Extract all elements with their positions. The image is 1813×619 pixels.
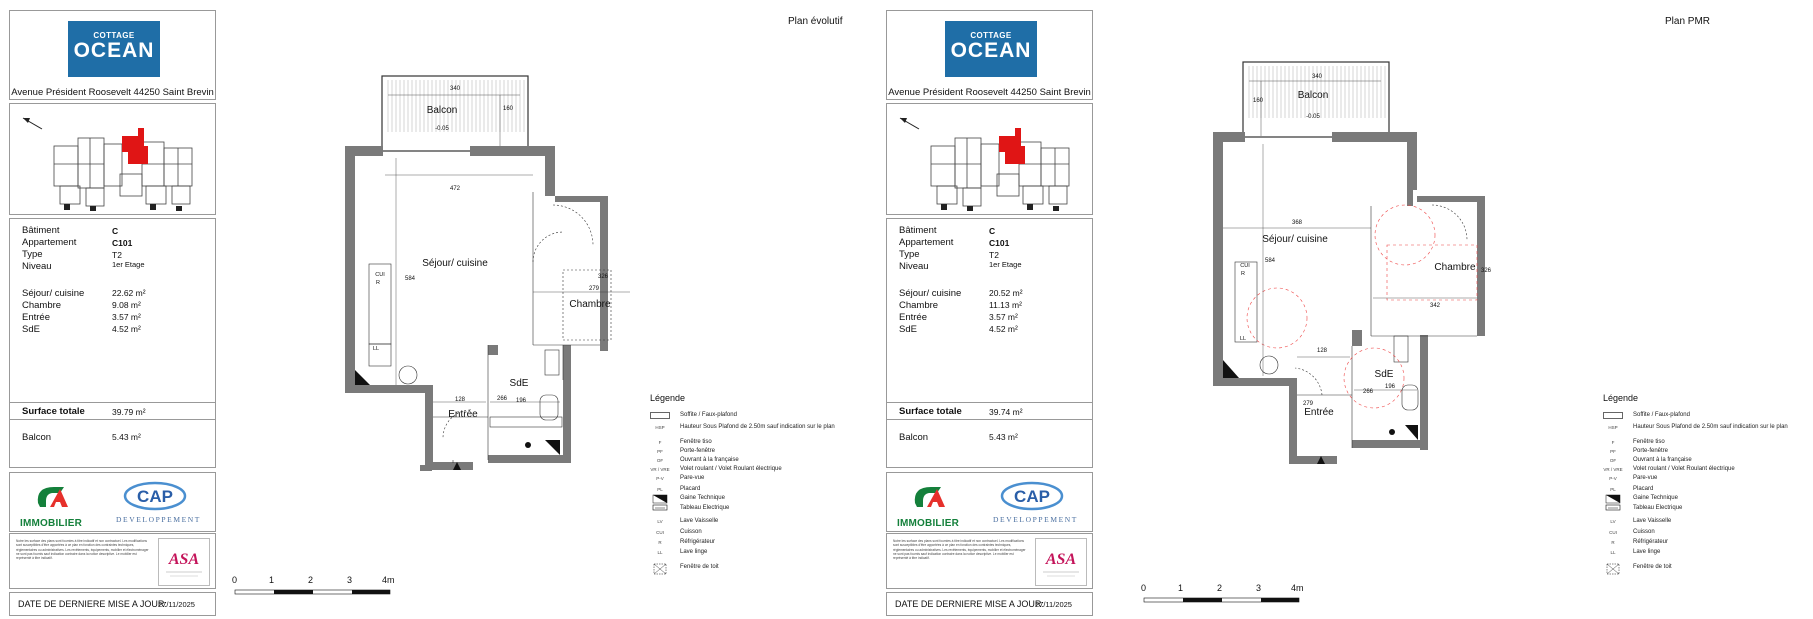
dim-chambre-width: 342 [1429, 303, 1441, 309]
logo-big-text: OCEAN [950, 39, 1032, 62]
label-appartement: Appartement [899, 237, 954, 248]
room-chambre-label: Chambre [899, 300, 939, 311]
cap-subtitle: DEVELOPPEMENT [993, 515, 1078, 524]
room-sde-area: 4.52 m² [112, 324, 141, 334]
partitions [369, 158, 630, 463]
legend-symbol: P-V [656, 476, 664, 481]
plan-label-chambre: Chambre [569, 299, 611, 310]
legend-text: Pare-vue [1633, 475, 1658, 481]
legend-title: Légende [650, 393, 686, 403]
legend-text: Porte-fenêtre [680, 448, 716, 454]
logo-small-text: COTTAGE [970, 31, 1012, 40]
date-value: 27/11/2025 [158, 600, 195, 609]
legend-text: Lave linge [1633, 549, 1661, 555]
legend-symbol: F [1611, 440, 1615, 445]
legend-symbol: CUI [656, 530, 664, 535]
scale-bar-evolutif [232, 575, 395, 599]
legend-item [650, 538, 860, 548]
legend-text: Gaine Technique [1633, 495, 1678, 501]
svg-text:ASA: ASA [168, 551, 200, 568]
legend-symbol [650, 494, 670, 504]
legend-text: Tableau Electrique [1633, 505, 1683, 511]
legend-symbol [1603, 563, 1623, 573]
legend-item [1603, 423, 1813, 433]
balcon-label: Balcon [899, 432, 929, 443]
legend-symbol [650, 412, 670, 419]
value-appartement: C101 [112, 238, 133, 248]
legend-item [1603, 517, 1813, 527]
plan-label-r: R [376, 280, 380, 286]
dim-balcon-height: 160 [1253, 98, 1264, 104]
legend-symbol: OF [656, 458, 664, 463]
scale-tick-4: 4m [1291, 583, 1304, 593]
legend-text: Hauteur Sous Plafond de 2.50m sauf indication sur le plan [1633, 424, 1788, 430]
dim-balcon-height: 160 [503, 106, 514, 112]
dim-chambre-width: 279 [589, 286, 600, 292]
legend-symbol [650, 504, 670, 514]
room-sde-label: SdE [22, 324, 40, 335]
plan-label-ll: LL [1239, 336, 1247, 342]
legend-item [650, 494, 860, 504]
dim-sde-width: 196 [1384, 384, 1396, 390]
scale-tick-0: 0 [232, 575, 238, 585]
legend-symbol: HSP [655, 425, 665, 430]
plan-label-chambre: Chambre [1434, 262, 1476, 273]
dim-sejour-height: 584 [1265, 258, 1276, 264]
value-type: T2 [112, 250, 122, 260]
scale-bar-pmr [1141, 583, 1304, 607]
plan-label-balcon: Balcon [426, 105, 458, 116]
legend-text: Soffite / Faux-plafond [1633, 412, 1690, 418]
value-niveau: 1er Etage [989, 260, 1022, 269]
legend-item [1603, 548, 1813, 558]
legend-symbol: P-V [1609, 476, 1617, 481]
legend-item [650, 423, 860, 433]
scale-tick-4: 4m [382, 575, 395, 585]
dim-sde-height: 266 [497, 396, 508, 402]
dim-entree-width: 128 [454, 397, 466, 403]
value-appartement: C101 [989, 238, 1010, 248]
dim-balcon-width: 340 [449, 86, 461, 92]
plan-title-evolutif: Plan évolutif [788, 16, 843, 27]
legend-text: Volet roulant / Volet Roulant électrique [1633, 466, 1735, 472]
room-sejour-label: Séjour/ cuisine [22, 288, 85, 299]
scale-tick-3: 3 [1256, 583, 1262, 593]
legend-text: Lave linge [680, 549, 708, 555]
balcon-label: Balcon [22, 432, 52, 443]
dim-chambre-height: 326 [598, 274, 609, 280]
room-sejour-label: Séjour/ cuisine [899, 288, 962, 299]
plan-label-balcon-level: -0.05 [435, 126, 449, 132]
dim-chambre-height: 326 [1481, 268, 1492, 274]
room-chambre-area: 9.08 m² [112, 300, 141, 310]
svg-text:CAP: CAP [1014, 487, 1050, 506]
value-batiment: C [989, 226, 996, 236]
dim-sde-height: 266 [1363, 389, 1374, 395]
legend-text: Placard [680, 486, 701, 492]
label-batiment: Bâtiment [22, 225, 60, 236]
date-value: 27/11/2025 [1035, 600, 1072, 609]
legend-item [1603, 504, 1813, 514]
partitions [1223, 144, 1477, 448]
value-niveau: 1er Etage [112, 260, 145, 269]
svg-text:ASA: ASA [1045, 551, 1077, 568]
legend-symbol: PF [657, 449, 663, 454]
plan-label-sejour: Séjour/ cuisine [1262, 234, 1328, 245]
label-appartement: Appartement [22, 237, 77, 248]
legend-item [650, 504, 860, 514]
plan-label-cui: CUI [375, 272, 385, 278]
legend-text: Lave Vaisselle [1633, 518, 1672, 524]
dim-balcon-width: 340 [1311, 74, 1323, 80]
legend-text: Pare-vue [680, 475, 705, 481]
logo-small-text: COTTAGE [93, 31, 135, 40]
disclaimer-text: Notre les surface des plans sont fournies à titre indicatif et non contractuel. Les modifications sont susceptibles d'être apportées à ce plan en fonction des contraintes techniques, réglementaires ou administratives. Les revêtements, équipements, mobilier et électroménager ne sont pas fournis sauf indication contraire dans la notice descriptive. Le mobilier est représenté à titre indicatif. [16, 539, 149, 561]
legend-item [1603, 474, 1813, 484]
ca-immobilier-text: IMMOBILIER [20, 518, 82, 529]
legend-text: Ouvrant à la française [1633, 457, 1692, 463]
legend-item [650, 548, 860, 558]
legend-item [650, 474, 860, 484]
legend-text: Lave Vaisselle [680, 518, 719, 524]
legend-text: Réfrigérateur [680, 539, 716, 545]
room-entree-label: Entrée [22, 312, 50, 323]
logo-big-text: OCEAN [73, 39, 155, 62]
legend-symbol: VR / VRE [1603, 467, 1623, 472]
legend-item [1603, 563, 1813, 573]
plan-label-sde: SdE [509, 378, 529, 389]
legend-symbol [650, 563, 670, 573]
legend-item [1603, 494, 1813, 504]
room-chambre-label: Chambre [22, 300, 62, 311]
legend-title: Légende [1603, 393, 1639, 403]
label-batiment: Bâtiment [899, 225, 937, 236]
dim-sde-width: 196 [515, 398, 527, 404]
legend-text: Volet roulant / Volet Roulant électrique [680, 466, 782, 472]
legend-text: Gaine Technique [680, 495, 725, 501]
scale-tick-2: 2 [1217, 583, 1223, 593]
legend-symbol: PL [657, 487, 663, 492]
legend-symbol: OF [1609, 458, 1617, 463]
legend-symbol: R [1611, 540, 1615, 545]
label-niveau: Niveau [22, 261, 52, 272]
cap-subtitle: DEVELOPPEMENT [116, 515, 201, 524]
legend-text: Fenêtre de toit [1633, 564, 1672, 570]
date-label: DATE DE DERNIERE MISE A JOUR: [18, 599, 167, 609]
legend-item [1603, 528, 1813, 538]
legend-text: Cuisson [1633, 529, 1655, 535]
legend-symbol: R [658, 540, 662, 545]
legend-symbol: LV [657, 519, 663, 524]
plan-title-pmr: Plan PMR [1665, 16, 1711, 27]
legend-text: Porte-fenêtre [1633, 448, 1669, 454]
legend-item [1603, 538, 1813, 548]
legend-symbol [1603, 412, 1623, 419]
value-type: T2 [989, 250, 999, 260]
value-batiment: C [112, 226, 119, 236]
dim-entree-width: 128 [1316, 348, 1328, 354]
legend-text: Soffite / Faux-plafond [680, 412, 737, 418]
scale-tick-3: 3 [347, 575, 353, 585]
scale-tick-1: 1 [269, 575, 275, 585]
legend-text: Tableau Electrique [680, 505, 730, 511]
room-entree-label: Entrée [899, 312, 927, 323]
legend-item [650, 517, 860, 527]
balcon-area: 5.43 m² [112, 432, 141, 442]
legend-text: Placard [1633, 486, 1654, 492]
label-type: Type [22, 249, 43, 260]
total-surface-area: 39.79 m² [112, 407, 146, 417]
plan-label-balcon-level: -0.05 [1306, 114, 1320, 120]
label-type: Type [899, 249, 920, 260]
legend-symbol [1603, 494, 1623, 504]
dim-sejour-width: 472 [449, 186, 461, 192]
legend-text: Fenêtre tiso [680, 439, 712, 445]
legend-symbol: PF [1610, 449, 1616, 454]
legend-text: Fenêtre tiso [1633, 439, 1665, 445]
room-sde-area: 4.52 m² [989, 324, 1018, 334]
legend-text: Fenêtre de toit [680, 564, 719, 570]
legend-text: Réfrigérateur [1633, 539, 1669, 545]
scale-tick-1: 1 [1178, 583, 1184, 593]
date-label: DATE DE DERNIERE MISE A JOUR: [895, 599, 1044, 609]
legend-symbol: LL [657, 550, 663, 555]
legend-symbol: LL [1610, 550, 1616, 555]
room-entree-area: 3.57 m² [989, 312, 1018, 322]
legend-symbol: HSP [1608, 425, 1618, 430]
label-niveau: Niveau [899, 261, 929, 272]
room-sde-label: SdE [899, 324, 917, 335]
room-sejour-area: 20.52 m² [989, 288, 1023, 298]
legend-text: Hauteur Sous Plafond de 2.50m sauf indication sur le plan [680, 424, 835, 430]
legend-item [650, 528, 860, 538]
legend-symbol [1603, 504, 1623, 514]
room-sejour-area: 22.62 m² [112, 288, 146, 298]
plan-label-cui: CUI [1240, 263, 1250, 269]
legend-item [650, 411, 860, 421]
legend-symbol: CUI [1609, 530, 1617, 535]
total-surface-label: Surface totale [22, 406, 85, 417]
scale-tick-2: 2 [308, 575, 314, 585]
total-surface-area: 39.74 m² [989, 407, 1023, 417]
dim-sejour-width: 368 [1291, 220, 1303, 226]
legend-text: Ouvrant à la française [680, 457, 739, 463]
ca-immobilier-text: IMMOBILIER [897, 518, 959, 529]
room-entree-area: 3.57 m² [112, 312, 141, 322]
legend-text: Cuisson [680, 529, 702, 535]
disclaimer-text: Notre les surface des plans sont fournies à titre indicatif et non contractuel. Les modifications sont susceptibles d'être apportées à ce plan en fonction des contraintes techniques, réglementaires ou administratives. Les revêtements, équipements, mobilier et électroménager ne sont pas fournis sauf indication contraire dans la notice descriptive. Le mobilier est représenté à titre indicatif. [893, 539, 1026, 561]
legend-symbol: VR / VRE [650, 467, 670, 472]
plan-label-entree: Entrée [1304, 407, 1334, 418]
plan-label-sde: SdE [1374, 369, 1394, 380]
dim-entree-height: 279 [1303, 401, 1314, 407]
address: Avenue Président Roosevelt 44250 Saint Brevin [888, 87, 1091, 98]
total-surface-label: Surface totale [899, 406, 962, 417]
balcon-area: 5.43 m² [989, 432, 1018, 442]
dim-sejour-height: 584 [405, 276, 416, 282]
legend-item [1603, 411, 1813, 421]
room-chambre-area: 11.13 m² [989, 300, 1022, 310]
plan-label-sejour: Séjour/ cuisine [422, 258, 488, 269]
scale-tick-0: 0 [1141, 583, 1147, 593]
legend-symbol: F [658, 440, 662, 445]
address: Avenue Président Roosevelt 44250 Saint Brevin [11, 87, 214, 98]
svg-text:CAP: CAP [137, 487, 173, 506]
plan-label-entree: Entrée [448, 409, 478, 420]
plan-label-r: R [1241, 271, 1245, 277]
plan-label-balcon: Balcon [1297, 90, 1329, 101]
legend-item [650, 563, 860, 573]
legend-symbol: LV [1610, 519, 1616, 524]
legend-symbol: PL [1610, 487, 1616, 492]
plan-label-ll: LL [372, 346, 380, 352]
